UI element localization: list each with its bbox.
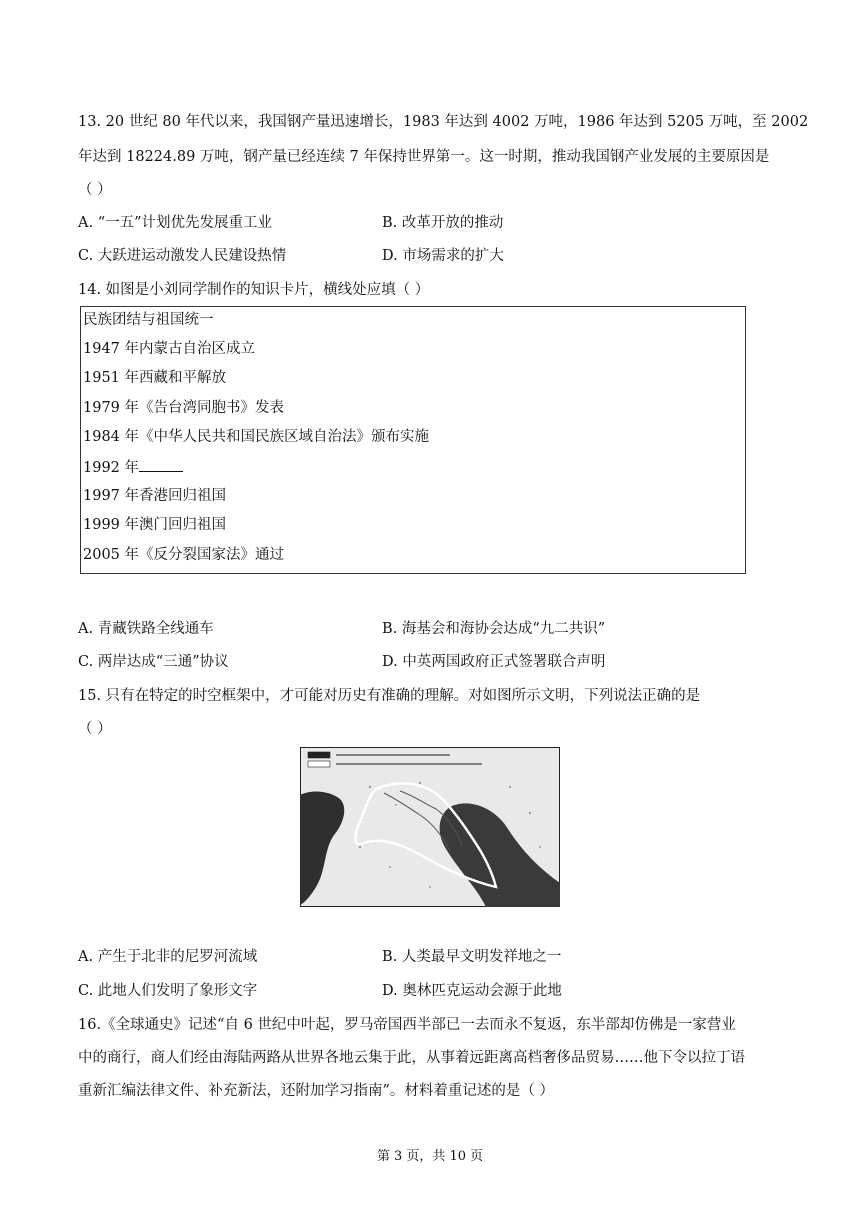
card-row: 1999 年澳门回归祖国 <box>83 517 227 533</box>
q13-option-d: D. 市场需求的扩大 <box>382 248 504 264</box>
q15-option-c: C. 此地人们发明了象形文字 <box>78 983 258 999</box>
q16-stem-line1: 16.《全球通史》记述“自 6 世纪中叶起，罗马帝国西半部已一去而永不复返，东半部却仿佛是一家营业 <box>78 1017 736 1033</box>
q15-stem: 15. 只有在特定的时空框架中，才可能对历史有准确的理解。对如图所示文明，下列说法正确的是 <box>78 688 701 704</box>
ancient-civilization-map <box>300 747 560 907</box>
card-row: 1947 年内蒙古自治区成立 <box>83 341 256 357</box>
q13-stem-line1: 13. 20 世纪 80 年代以来，我国钢产量迅速增长，1983 年达到 4002 万吨，1986 年达到 5205 万吨，至 2002 <box>78 114 809 130</box>
card-row-year: 1992 年 <box>83 460 140 476</box>
q15-option-b: B. 人类最早文明发祥地之一 <box>382 949 562 965</box>
knowledge-card <box>80 306 746 574</box>
q13-option-c: C. 大跃进运动激发人民建设热情 <box>78 248 287 264</box>
q15-option-a: A. 产生于北非的尼罗河流域 <box>78 949 258 965</box>
q14-option-d: D. 中英两国政府正式签署联合声明 <box>382 654 606 670</box>
card-row: 1979 年《告台湾同胞书》发表 <box>83 400 285 416</box>
q14-stem: 14. 如图是小刘同学制作的知识卡片，横线处应填（ ） <box>78 282 430 298</box>
q14-option-a: A. 青藏铁路全线通车 <box>78 621 214 637</box>
page-footer: 第 3 页，共 10 页 <box>376 1149 484 1164</box>
q13-answer-paren: （ ） <box>78 182 112 198</box>
card-row: 2005 年《反分裂国家法》通过 <box>83 547 285 563</box>
q14-option-c: C. 两岸达成“三通”协议 <box>78 654 229 670</box>
card-row-blank <box>83 457 183 478</box>
q16-stem-line3: 重新汇编法律文件、补充新法，还附加学习指南”。材料着重记述的是（ ） <box>78 1083 555 1099</box>
q15-option-d: D. 奥林匹克运动会源于此地 <box>382 983 562 999</box>
card-row: 1951 年西藏和平解放 <box>83 370 227 386</box>
q13-option-b: B. 改革开放的推动 <box>382 215 504 231</box>
card-row: 1997 年香港回归祖国 <box>83 488 227 504</box>
q13-option-a: A. “一五”计划优先发展重工业 <box>78 215 273 231</box>
card-row: 1984 年《中华人民共和国民族区域自治法》颁布实施 <box>83 429 430 445</box>
fill-blank-line <box>139 457 183 472</box>
q16-stem-line2: 中的商行，商人们经由海陆两路从世界各地云集于此，从事着远距离高档奢侈品贸易……他下令以拉丁语 <box>78 1050 745 1066</box>
q13-stem-line2: 年达到 18224.89 万吨，钢产量已经连续 7 年保持世界第一。这一时期，推动我国钢产业发展的主要原因是 <box>78 149 770 165</box>
card-title: 民族团结与祖国统一 <box>83 312 214 328</box>
q14-option-b: B. 海基会和海协会达成“九二共识” <box>382 621 606 637</box>
q15-answer-paren: （ ） <box>78 721 112 737</box>
